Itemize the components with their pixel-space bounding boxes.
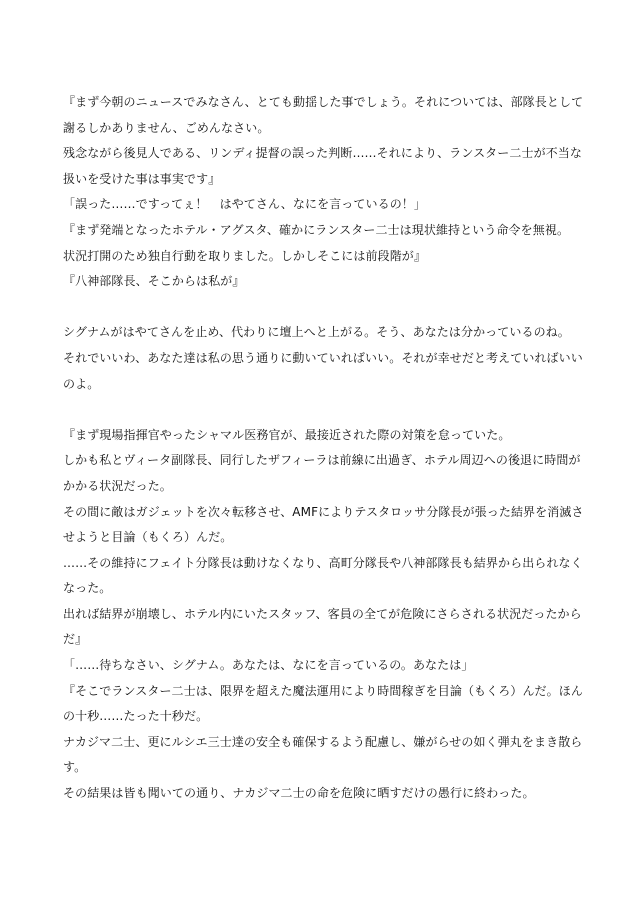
text-line: 状況打開のため独自行動を取りました。しかしそこには前段階が』 <box>63 248 427 263</box>
text-line: 残念ながら後見人である、リンディ提督の誤った判断……それにより、ランスター二士が不当な <box>63 146 582 161</box>
text-line: 『まず今朝のニュースでみなさん、とても動揺した事でしょう。それについては、部隊長として <box>63 95 584 109</box>
text-line: の十秒……たった十秒だ。 <box>63 709 209 724</box>
text-line: それでいいわ、あなた達は私の思う通りに動いていればいい。それが幸せだと考えていればいい <box>63 350 583 365</box>
text-line: 出れば結界が崩壊し、ホテル内にいたスタッフ、客員の全てが危険にさらされる状況だったから <box>63 606 582 621</box>
text-line: 『そこでランスター二士は、限界を超えた魔法運用により時間稼ぎを目論（もくろ）んだ。ほん <box>63 683 583 698</box>
text-line: 謝るしかありません、ごめんなさい。 <box>63 120 270 135</box>
text-line: 扱いを受けた事は事実です』 <box>63 171 221 186</box>
text-line: せようと目論（もくろ）んだ。 <box>63 530 233 545</box>
blank-line <box>63 295 583 321</box>
text-line: す。 <box>63 760 87 775</box>
text-line: だ』 <box>63 632 88 647</box>
text-line: 『まず発端となったホテル・アグスタ、確かにランスター二士は現状維持という命令を無視。 <box>63 222 570 237</box>
text-line: 『八神部隊長、そこからは私が』 <box>63 274 245 289</box>
text-line: その結果は皆も聞いての通り、ナカジマ二士の命を危険に晒すだけの愚行に終わった。 <box>63 786 535 801</box>
text-line: 「誤った……ですってぇ！ はやてさん、なにを言っているの！」 <box>63 197 427 212</box>
body-text <box>63 90 583 807</box>
text-line: しかも私とヴィータ副隊長、同行したザフィーラは前線に出過ぎ、ホテル周辺への後退に時間が <box>63 453 581 468</box>
text-line: シグナムがはやてさんを止め、代わりに壇上へと上がる。そう、あなたは分かっているのね。 <box>63 325 570 340</box>
blank-line <box>63 397 583 423</box>
text-line: ……その維持にフェイト分隊長は動けなくなり、高町分隊長や八神部隊長も結界から出られなく <box>63 555 583 570</box>
text-line: 「……待ちなさい、シグナム。あなたは、なにを言っているの。あなたは」 <box>63 658 474 673</box>
text-line: 『まず現場指揮官やったシャマル医務官が、最接近された際の対策を怠っていた。 <box>63 427 511 442</box>
text-line: その間に敵はガジェットを次々転移させ、AMFによりテスタロッサ分隊長が張った結界を消滅さ <box>63 504 584 519</box>
text-line: のよ。 <box>63 376 100 391</box>
text-line: かかる状況だった。 <box>63 478 172 493</box>
text-line: ナカジマ二士、更にルシエ三士達の安全も確保するよう配慮し、嫌がらせの如く弾丸をまき散ら <box>63 734 583 749</box>
text-line: なった。 <box>63 581 112 596</box>
